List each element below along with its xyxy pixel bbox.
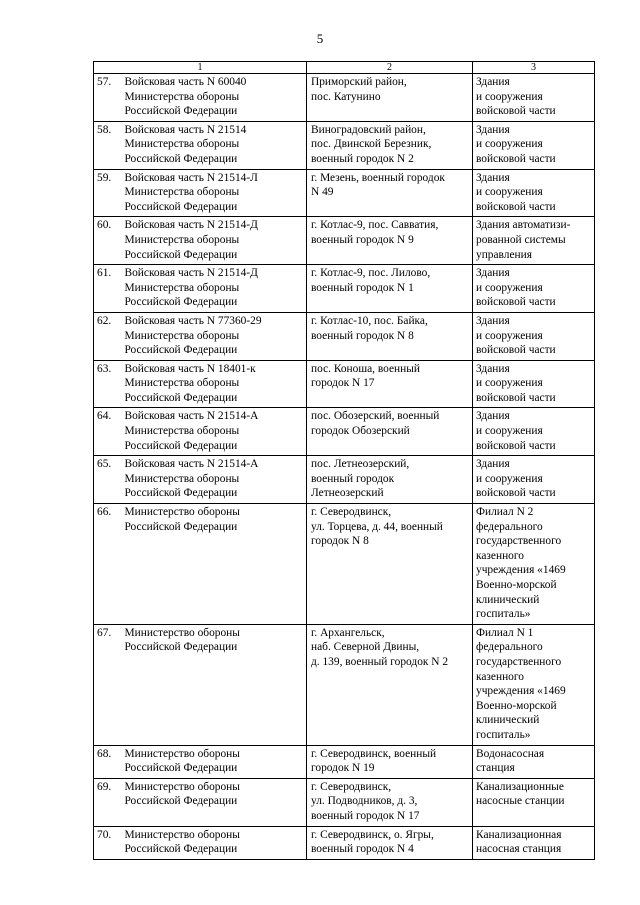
table-row [94, 121, 595, 169]
organization-line: Российской Федерации [124, 795, 238, 808]
object-line: Канализационные [476, 780, 564, 793]
location-line: военный городок N 2 [311, 152, 414, 165]
object-cell [473, 826, 595, 859]
table-row [94, 504, 595, 625]
organization-line: Министерство обороны [124, 626, 240, 639]
object-line: клинический [476, 593, 540, 606]
organization-line: Войсковая часть N 21514-Л [124, 171, 258, 184]
object-line: Филиал N 2 [476, 506, 534, 519]
location-cell [307, 217, 473, 265]
location-line: Летнеозерский [311, 487, 384, 500]
object-line: и сооружения [476, 329, 543, 342]
table-row [94, 360, 595, 408]
location-line: пос. Летнеозерский, [311, 458, 410, 471]
table-row [94, 74, 595, 122]
object-line: станция [476, 762, 515, 775]
organization-line: Министерства обороны [124, 425, 240, 438]
table-body [94, 74, 595, 860]
object-line: учреждения «1469 [476, 564, 566, 577]
table-row [94, 408, 595, 456]
location-line: г. Мезень, военный городок [311, 171, 445, 184]
location-line: пос. Двинской Березник, [311, 138, 432, 151]
objects-table [93, 61, 595, 860]
object-line: Здания [476, 123, 510, 136]
table-row [94, 265, 595, 313]
location-line: наб. Северной Двины, [311, 641, 420, 654]
object-line: Военно-морской [476, 699, 557, 712]
organization-line: Войсковая часть N 21514-Д [124, 219, 258, 232]
object-line: войсковой части [476, 200, 556, 213]
location-line: военный городок N 8 [311, 329, 414, 342]
location-line: городок N 8 [311, 535, 369, 548]
object-line: госпиталь» [476, 728, 531, 741]
location-line: г. Северодвинск, [311, 780, 392, 793]
organization-line: Российской Федерации [124, 248, 238, 261]
object-line: государственного [476, 655, 562, 668]
object-line: войсковой части [476, 391, 556, 404]
location-line: пос. Коноша, военный [311, 362, 420, 375]
page-number: 5 [316, 31, 324, 46]
object-cell [473, 408, 595, 456]
object-line: Филиал N 1 [476, 626, 534, 639]
location-line: городок N 17 [311, 377, 375, 390]
object-cell [473, 265, 595, 313]
organization-line: Войсковая часть N 18401-к [124, 362, 256, 375]
location-cell [307, 312, 473, 360]
object-cell [473, 360, 595, 408]
object-line: управления [476, 248, 532, 261]
object-cell [473, 624, 595, 745]
location-cell [307, 778, 473, 826]
object-cell [473, 169, 595, 217]
location-cell [307, 169, 473, 217]
object-line: рованной системы [476, 233, 566, 246]
organization-cell [123, 121, 307, 169]
object-line: войсковой части [476, 105, 556, 118]
object-line: войсковой части [476, 487, 556, 500]
organization-cell [123, 169, 307, 217]
object-line: федерального [476, 641, 543, 654]
column-number-1: 1 [94, 62, 307, 74]
organization-line: Российской Федерации [124, 391, 238, 404]
location-line: г. Архангельск, [311, 626, 385, 639]
row-number: 57. [94, 74, 123, 122]
location-cell [307, 360, 473, 408]
location-line: N 49 [311, 186, 334, 199]
table-row [94, 826, 595, 859]
location-cell [307, 408, 473, 456]
object-cell [473, 456, 595, 504]
object-line: учреждения «1469 [476, 685, 566, 698]
row-number: 70. [94, 826, 123, 859]
column-number-3: 3 [473, 62, 595, 74]
column-number-2: 2 [307, 62, 473, 74]
location-line: г. Северодвинск, военный [311, 747, 437, 760]
organization-line: Российской Федерации [124, 641, 238, 654]
location-cell [307, 826, 473, 859]
object-line: и сооружения [476, 425, 543, 438]
object-line: Здания [476, 314, 510, 327]
organization-line: Российской Федерации [124, 439, 238, 452]
object-line: Здания [476, 171, 510, 184]
organization-line: Войсковая часть N 77360-29 [124, 314, 262, 327]
row-number: 59. [94, 169, 123, 217]
location-cell [307, 74, 473, 122]
organization-line: Министерства обороны [124, 329, 240, 342]
object-line: клинический [476, 714, 540, 727]
organization-line: Министерства обороны [124, 138, 240, 151]
location-line: д. 139, военный городок N 2 [311, 655, 449, 668]
object-line: Канализационная [476, 828, 562, 841]
organization-cell [123, 778, 307, 826]
object-line: Водонасосная [476, 747, 545, 760]
location-line: ул. Торцева, д. 44, военный [311, 520, 443, 533]
organization-line: Российской Федерации [124, 843, 238, 856]
object-line: Здания [476, 76, 510, 88]
object-line: насосные станции [476, 795, 565, 808]
object-line: и сооружения [476, 472, 543, 485]
column-number-row [94, 62, 595, 74]
location-line: городок N 19 [311, 762, 375, 775]
location-line: г. Северодвинск, о. Ягры, [311, 828, 434, 841]
location-line: Виноградовский район, [311, 123, 426, 136]
organization-cell [123, 408, 307, 456]
object-line: Здания [476, 410, 510, 423]
organization-line: Министерства обороны [124, 90, 240, 103]
organization-line: Министерство обороны [124, 780, 240, 793]
organization-line: Войсковая часть N 21514-А [124, 410, 259, 423]
location-line: г. Котлас-9, пос. Савватия, [311, 219, 439, 232]
location-line: ул. Подводников, д. 3, [311, 795, 418, 808]
organization-cell [123, 312, 307, 360]
table-row [94, 624, 595, 745]
row-number: 67. [94, 624, 123, 745]
object-line: и сооружения [476, 138, 543, 151]
object-cell [473, 217, 595, 265]
organization-cell [123, 745, 307, 778]
location-line: пос. Катунино [311, 90, 381, 103]
organization-cell [123, 74, 307, 122]
location-line: пос. Обозерский, военный [311, 410, 440, 423]
object-cell [473, 121, 595, 169]
table-row [94, 745, 595, 778]
organization-line: Войсковая часть N 60040 [124, 76, 247, 88]
organization-line: Министерства обороны [124, 281, 240, 294]
row-number: 58. [94, 121, 123, 169]
object-line: Здания автоматизи- [476, 219, 571, 232]
object-line: государственного [476, 535, 562, 548]
table-row [94, 312, 595, 360]
location-line: г. Котлас-9, пос. Лилово, [311, 267, 431, 280]
organization-cell [123, 456, 307, 504]
row-number: 61. [94, 265, 123, 313]
location-line: г. Котлас-10, пос. Байка, [311, 314, 428, 327]
object-line: войсковой части [476, 439, 556, 452]
object-cell [473, 312, 595, 360]
row-number: 66. [94, 504, 123, 625]
object-line: Здания [476, 267, 510, 280]
object-line: Здания [476, 458, 510, 471]
location-line: военный городок N 17 [311, 809, 420, 822]
object-cell [473, 778, 595, 826]
location-line: г. Северодвинск, [311, 506, 392, 519]
location-line: Приморский район, [311, 76, 407, 88]
organization-line: Войсковая часть N 21514-Д [124, 267, 258, 280]
location-cell [307, 456, 473, 504]
object-line: Военно-морской [476, 579, 557, 591]
row-number: 69. [94, 778, 123, 826]
object-line: насосная станция [476, 843, 562, 856]
organization-cell [123, 826, 307, 859]
table-row [94, 456, 595, 504]
organization-cell [123, 265, 307, 313]
organization-line: Министерства обороны [124, 186, 240, 199]
object-line: войсковой части [476, 296, 556, 309]
object-line: федерального [476, 520, 543, 533]
object-cell [473, 504, 595, 625]
organization-line: Российской Федерации [124, 296, 238, 309]
location-cell [307, 504, 473, 625]
row-number: 62. [94, 312, 123, 360]
object-line: и сооружения [476, 281, 543, 294]
object-line: госпиталь» [476, 608, 531, 621]
object-line: и сооружения [476, 377, 543, 390]
organization-cell [123, 217, 307, 265]
organization-line: Министерства обороны [124, 233, 240, 246]
location-line: городок Обозерский [311, 425, 410, 438]
table-row [94, 778, 595, 826]
object-line: Здания [476, 362, 510, 375]
organization-line: Войсковая часть N 21514-А [124, 458, 259, 471]
location-line: военный городок N 1 [311, 281, 414, 294]
organization-line: Российской Федерации [124, 200, 238, 213]
object-line: и сооружения [476, 90, 543, 103]
location-line: военный городок N 4 [311, 843, 414, 856]
organization-line: Министерство обороны [124, 747, 240, 760]
organization-cell [123, 360, 307, 408]
location-cell [307, 121, 473, 169]
object-line: и сооружения [476, 186, 543, 199]
organization-line: Российской Федерации [124, 520, 238, 533]
location-line: военный городок [311, 472, 395, 485]
organization-line: Войсковая часть N 21514 [124, 123, 247, 136]
organization-line: Российской Федерации [124, 344, 238, 357]
organization-line: Российской Федерации [124, 152, 238, 165]
location-cell [307, 745, 473, 778]
organization-cell [123, 624, 307, 745]
object-cell [473, 745, 595, 778]
organization-cell [123, 504, 307, 625]
organization-line: Российской Федерации [124, 762, 238, 775]
row-number: 60. [94, 217, 123, 265]
table-row [94, 217, 595, 265]
table-row [94, 169, 595, 217]
object-line: казенного [476, 670, 524, 683]
location-cell [307, 624, 473, 745]
organization-line: Министерство обороны [124, 506, 240, 519]
object-line: казенного [476, 549, 524, 562]
location-line: военный городок N 9 [311, 233, 414, 246]
location-cell [307, 265, 473, 313]
row-number: 64. [94, 408, 123, 456]
organization-line: Министерства обороны [124, 472, 240, 485]
row-number: 63. [94, 360, 123, 408]
object-cell [473, 74, 595, 122]
organization-line: Министерства обороны [124, 377, 240, 390]
organization-line: Российской Федерации [124, 487, 238, 500]
object-line: войсковой части [476, 152, 556, 165]
organization-line: Российской Федерации [124, 105, 238, 118]
object-line: войсковой части [476, 344, 556, 357]
row-number: 65. [94, 456, 123, 504]
organization-line: Министерство обороны [124, 828, 240, 841]
row-number: 68. [94, 745, 123, 778]
